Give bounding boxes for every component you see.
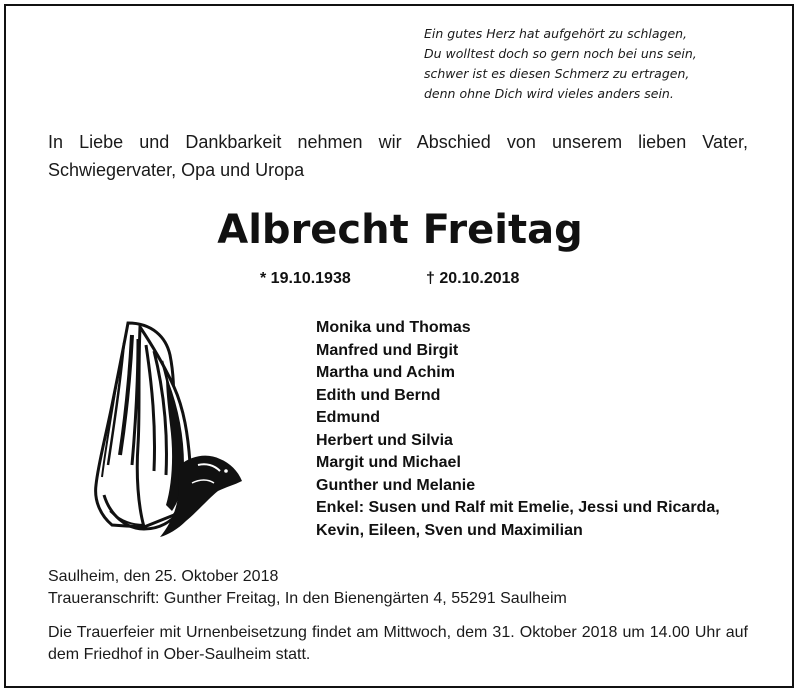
poem-line: denn ohne Dich wird vieles anders sein. <box>424 86 674 101</box>
family-member: Gunther und Melanie <box>316 476 476 494</box>
service-info: Die Trauerfeier mit Urnenbeisetzung findet am Mittwoch, dem 31. Oktober 2018 um 14.00 Uhr auf dem Friedhof in Ober-Saulheim statt. <box>48 624 748 663</box>
family-member: Margit und Michael <box>316 454 461 471</box>
deceased-name: Albrecht Freitag <box>217 207 583 253</box>
family-member: Manfred und Birgit <box>316 341 459 359</box>
family-list <box>316 317 720 542</box>
poem-line: schwer ist es diesen Schmerz zu ertragen, <box>424 66 690 81</box>
family-member: Enkel: Susen und Ralf mit Emelie, Jessi und Ricarda, <box>316 499 720 516</box>
place-and-address <box>48 566 567 610</box>
life-dates <box>0 268 800 296</box>
poem <box>424 24 764 104</box>
birth-date: * 19.10.1938 <box>260 270 351 287</box>
family-member: Kevin, Eileen, Sven und Maximilian <box>316 521 583 539</box>
family-member: Herbert und Silvia <box>316 431 453 449</box>
family-member: Edith und Bernd <box>316 386 441 404</box>
family-member: Martha und Achim <box>316 364 455 381</box>
death-date: † 20.10.2018 <box>426 270 520 287</box>
praying-hands-with-dove-icon <box>80 315 250 545</box>
poem-line: Ein gutes Herz hat aufgehört zu schlagen, <box>424 26 688 41</box>
family-member: Edmund <box>316 409 380 426</box>
poem-line: Du wolltest doch so gern noch bei uns sein, <box>424 46 697 61</box>
mourning-address: Traueranschrift: Gunther Freitag, In den Bienengärten 4, 55291 Saulheim <box>48 590 567 607</box>
place-date: Saulheim, den 25. Oktober 2018 <box>48 568 279 585</box>
family-member: Monika und Thomas <box>316 319 471 336</box>
intro-text: In Liebe und Dankbarkeit nehmen wir Abschied von unserem lieben Vater, Schwiegervater, Opa und Uropa <box>48 132 748 180</box>
